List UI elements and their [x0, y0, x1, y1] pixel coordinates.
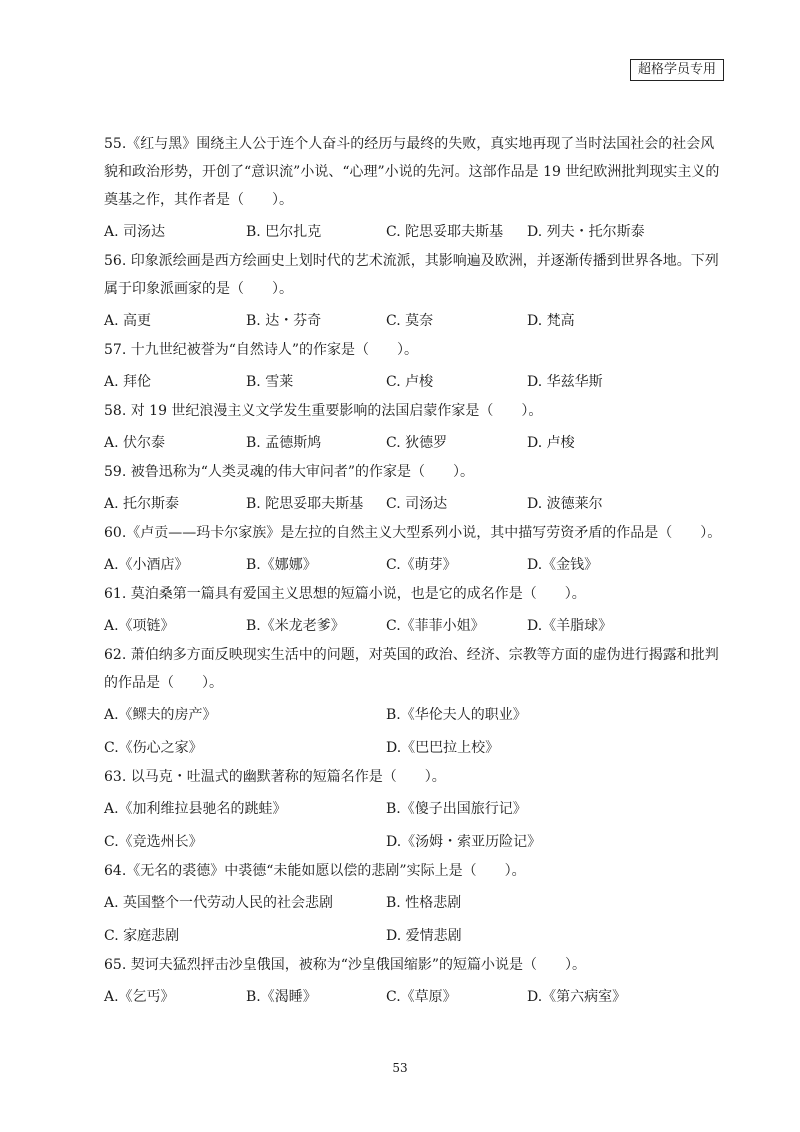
options-row — [104, 489, 724, 519]
question-list — [104, 130, 724, 1012]
answer-option: B. 陀思妥耶夫斯基 — [246, 496, 364, 512]
answer-option: A. 托尔斯泰 — [104, 496, 180, 512]
answer-option: C.《草原》 — [386, 989, 457, 1005]
options-row — [104, 367, 724, 397]
options-row — [104, 921, 724, 951]
options-row — [104, 428, 724, 458]
answer-option: C.《竞选州长》 — [104, 834, 203, 850]
question-text: 60.《卢贡——玛卡尔家族》是左拉的自然主义大型系列小说，其中描写劳资矛盾的作品是（ ）。 — [104, 525, 722, 541]
answer-option: A. 拜伦 — [104, 374, 152, 390]
answer-option: C. 狄德罗 — [386, 435, 448, 451]
question-item — [104, 458, 724, 519]
question-item — [104, 336, 724, 397]
answer-option: D. 梵高 — [527, 313, 575, 329]
answer-option: B.《华伦夫人的职业》 — [386, 707, 527, 723]
answer-option: A.《小酒店》 — [104, 557, 189, 573]
answer-option: B.《渴睡》 — [246, 989, 317, 1005]
answer-option: D. 爱情悲剧 — [386, 928, 462, 944]
question-item — [104, 580, 724, 641]
answer-option: A. 伏尔泰 — [104, 435, 166, 451]
options-row — [104, 700, 724, 730]
question-item — [104, 951, 724, 1012]
answer-option: B. 性格悲剧 — [386, 895, 462, 911]
options-row — [104, 733, 724, 763]
answer-option: D.《巴巴拉上校》 — [386, 740, 500, 756]
question-item — [104, 857, 724, 951]
answer-option: B.《米龙老爹》 — [246, 618, 345, 634]
answer-option: A.《鳏夫的房产》 — [104, 707, 217, 723]
answer-option: A.《项链》 — [104, 618, 175, 634]
answer-option: B. 孟德斯鸠 — [246, 435, 322, 451]
answer-option: C. 陀思妥耶夫斯基 — [386, 224, 504, 240]
page-number: 53 — [392, 1061, 408, 1075]
question-text: 57. 十九世纪被誉为“自然诗人”的作家是（ ）。 — [104, 342, 419, 358]
options-row — [104, 888, 724, 918]
answer-option: C.《伤心之家》 — [104, 740, 203, 756]
answer-option: A. 司汤达 — [104, 224, 166, 240]
question-text: 56. 印象派绘画是西方绘画史上划时代的艺术流派，其影响遍及欧洲，并逐渐传播到世界各地。下列属于印象派画家的是（ ）。 — [104, 253, 719, 297]
options-row — [104, 982, 724, 1012]
answer-option: D.《羊脂球》 — [527, 618, 613, 634]
options-row — [104, 306, 724, 336]
question-item — [104, 763, 724, 857]
answer-option: A.《乞丐》 — [104, 989, 175, 1005]
question-text: 65. 契诃夫猛烈抨击沙皇俄国，被称为“沙皇俄国缩影”的短篇小说是（ ）。 — [104, 957, 587, 973]
question-item — [104, 247, 724, 336]
answer-option: C. 司汤达 — [386, 496, 448, 512]
question-item — [104, 519, 724, 580]
answer-option: D. 卢梭 — [527, 435, 575, 451]
question-text: 59. 被鲁迅称为“人类灵魂的伟大审问者”的作家是（ ）。 — [104, 464, 475, 480]
answer-option: B.《傻子出国旅行记》 — [386, 801, 527, 817]
answer-option: B. 雪莱 — [246, 374, 294, 390]
answer-option: B. 达・芬奇 — [246, 313, 322, 329]
answer-option: D. 列夫・托尔斯泰 — [527, 224, 645, 240]
question-text: 55.《红与黑》围绕主人公于连个人奋斗的经历与最终的失败，真实地再现了当时法国社会的社会风貌和政治形势，开创了“意识流”小说、“心理”小说的先河。这部作品是 19 世纪欧洲批判现实主义的奠基之作，其作者是（ ）。 — [104, 136, 720, 208]
answer-option: D.《金钱》 — [527, 557, 599, 573]
answer-option: C. 家庭悲剧 — [104, 928, 180, 944]
question-text: 58. 对 19 世纪浪漫主义文学发生重要影响的法国启蒙作家是（ ）。 — [104, 403, 543, 419]
question-text: 61. 莫泊桑第一篇具有爱国主义思想的短篇小说，也是它的成名作是（ ）。 — [104, 586, 586, 602]
answer-option: A.《加利维拉县驰名的跳蛙》 — [104, 801, 287, 817]
answer-option: B.《娜娜》 — [246, 557, 317, 573]
options-row — [104, 550, 724, 580]
answer-option: D. 华兹华斯 — [527, 374, 603, 390]
answer-option: C.《菲菲小姐》 — [386, 618, 485, 634]
student-only-badge: 超格学员专用 — [630, 59, 724, 81]
options-row — [104, 217, 724, 247]
question-item — [104, 130, 724, 247]
answer-option: A. 英国整个一代劳动人民的社会悲剧 — [104, 895, 334, 911]
question-item — [104, 397, 724, 458]
answer-option: C. 卢梭 — [386, 374, 434, 390]
answer-option: A. 高更 — [104, 313, 152, 329]
options-row — [104, 827, 724, 857]
answer-option: C. 莫奈 — [386, 313, 434, 329]
answer-option: D. 波德莱尔 — [527, 496, 603, 512]
options-row — [104, 794, 724, 824]
answer-option: C.《萌芽》 — [386, 557, 457, 573]
answer-option: D.《第六病室》 — [527, 989, 627, 1005]
question-text: 64.《无名的裘德》中裘德“未能如愿以偿的悲剧”实际上是（ ）。 — [104, 863, 526, 879]
options-row — [104, 611, 724, 641]
question-text: 62. 萧伯纳多方面反映现实生活中的问题，对英国的政治、经济、宗教等方面的虚伪进行揭露和批判的作品是（ ）。 — [104, 647, 719, 691]
question-text: 63. 以马克・吐温式的幽默著称的短篇名作是（ ）。 — [104, 769, 446, 785]
question-item — [104, 641, 724, 763]
answer-option: D.《汤姆・索亚历险记》 — [386, 834, 542, 850]
answer-option: B. 巴尔扎克 — [246, 224, 322, 240]
